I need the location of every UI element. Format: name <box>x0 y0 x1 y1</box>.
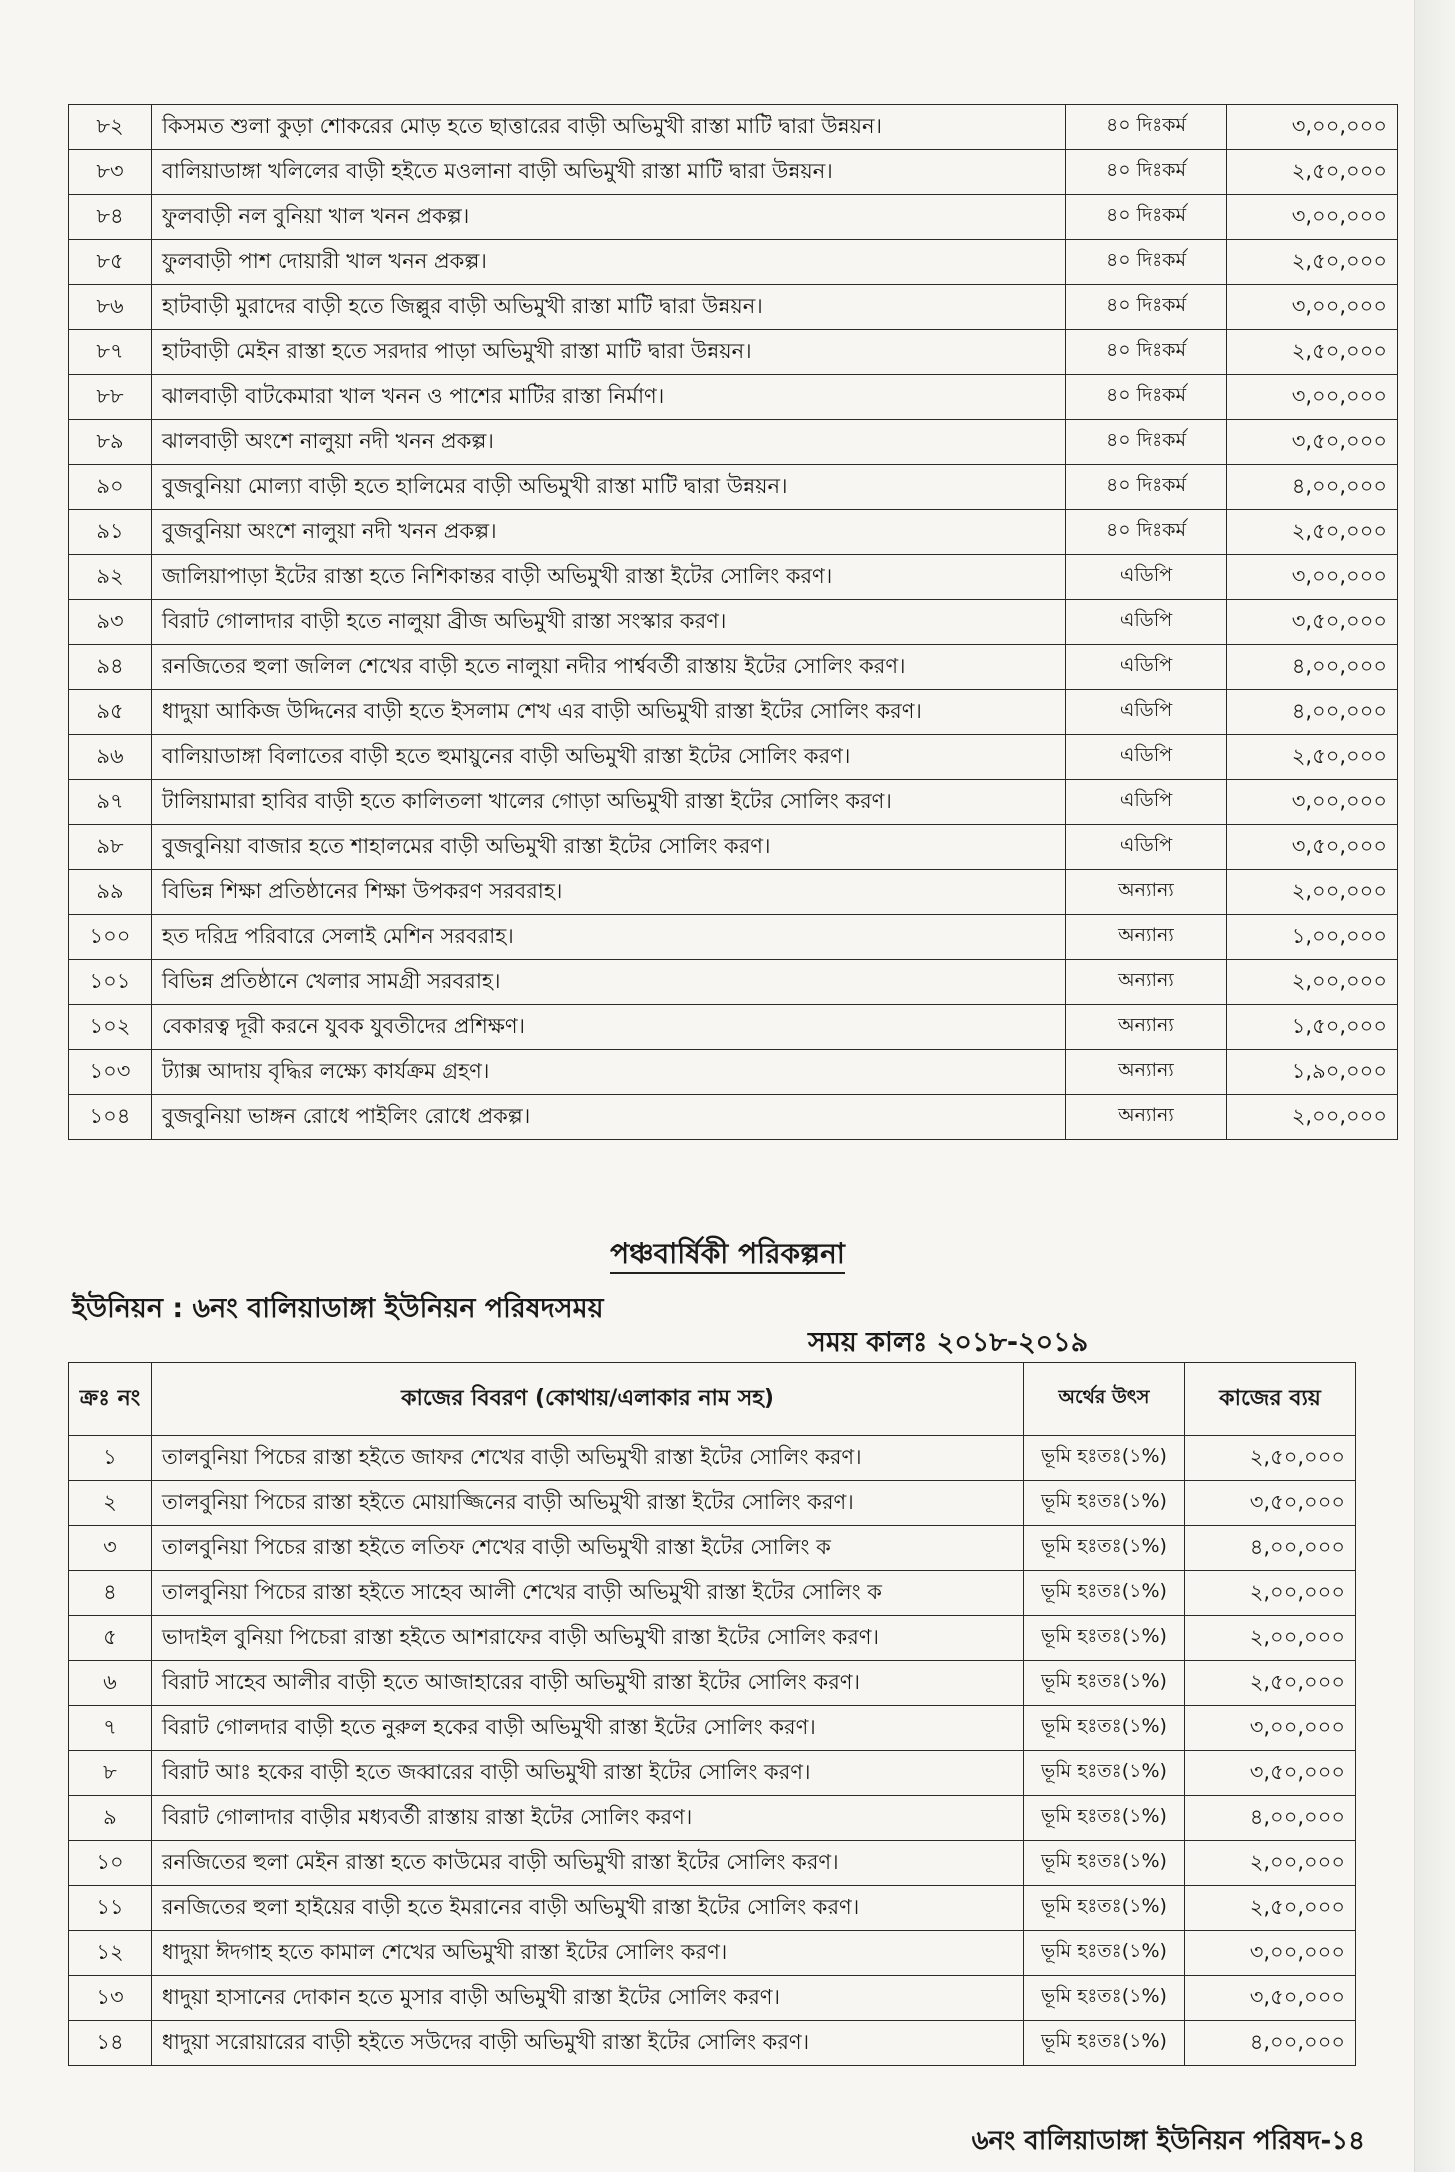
row-serial: ১০ <box>69 1841 152 1886</box>
row-source: ৪০ দিঃকর্ম <box>1066 330 1227 375</box>
row-cost: ২,০০,০০০ <box>1185 1616 1356 1661</box>
row-cost: ৪,০০,০০০ <box>1227 645 1398 690</box>
row-source: ভূমি হঃতঃ(১%) <box>1024 2021 1185 2066</box>
row-serial: ৯৮ <box>69 825 152 870</box>
row-description: জালিয়াপাড়া ইটের রাস্তা হতে নিশিকান্তর বাড়ী অভিমুখী রাস্তা ইটের সোলিং করণ। <box>152 555 1066 600</box>
row-serial: ৯৫ <box>69 690 152 735</box>
row-description: বালিয়াডাঙ্গা বিলাতের বাড়ী হতে হুমায়ুনের বাড়ী অভিমুখী রাস্তা ইটের সোলিং করণ। <box>152 735 1066 780</box>
row-description: টালিয়ামারা হাবির বাড়ী হতে কালিতলা খালের গোড়া অভিমুখী রাস্তা ইটের সোলিং করণ। <box>152 780 1066 825</box>
row-description: ধাদুয়া আকিজ উদ্দিনের বাড়ী হতে ইসলাম শেখ এর বাড়ী অভিমুখী রাস্তা ইটের সোলিং করণ। <box>152 690 1066 735</box>
row-serial: ১০৩ <box>69 1050 152 1095</box>
table-row <box>69 105 1398 150</box>
row-description: তালবুনিয়া পিচের রাস্তা হইতে লতিফ শেখের বাড়ী অভিমুখী রাস্তা ইটের সোলিং ক <box>152 1526 1024 1571</box>
row-source: অন্যান্য <box>1066 870 1227 915</box>
table-row <box>69 600 1398 645</box>
row-serial: ৯ <box>69 1796 152 1841</box>
row-cost: ৩,০০,০০০ <box>1227 105 1398 150</box>
row-source: ভূমি হঃতঃ(১%) <box>1024 1661 1185 1706</box>
row-cost: ২,৫০,০০০ <box>1227 330 1398 375</box>
row-description: বালিয়াডাঙ্গা খলিলের বাড়ী হইতে মওলানা বাড়ী অভিমুখী রাস্তা মাটি দ্বারা উন্নয়ন। <box>152 150 1066 195</box>
row-source: অন্যান্য <box>1066 1005 1227 1050</box>
row-serial: ৮৫ <box>69 240 152 285</box>
row-cost: ২,৫০,০০০ <box>1185 1886 1356 1931</box>
row-cost: ২,০০,০০০ <box>1227 1095 1398 1140</box>
table-row <box>69 1841 1356 1886</box>
row-source: এডিপি <box>1066 780 1227 825</box>
table-header-row <box>69 1363 1356 1436</box>
row-serial: ৯১ <box>69 510 152 555</box>
row-source: ভূমি হঃতঃ(১%) <box>1024 1526 1185 1571</box>
row-description: বিভিন্ন শিক্ষা প্রতিষ্ঠানের শিক্ষা উপকরণ সরবরাহ। <box>152 870 1066 915</box>
table-row <box>69 285 1398 330</box>
row-serial: ৮৯ <box>69 420 152 465</box>
row-serial: ৭ <box>69 1706 152 1751</box>
table-row <box>69 1095 1398 1140</box>
row-description: বেকারত্ব দূরী করনে যুবক যুবতীদের প্রশিক্ষণ। <box>152 1005 1066 1050</box>
table-row <box>69 150 1398 195</box>
header-source: অর্থের উৎস <box>1024 1363 1185 1436</box>
row-source: ৪০ দিঃকর্ম <box>1066 195 1227 240</box>
table-row <box>69 1706 1356 1751</box>
table-row <box>69 1436 1356 1481</box>
row-description: ধাদুয়া হাসানের দোকান হতে মুসার বাড়ী অভিমুখী রাস্তা ইটের সোলিং করণ। <box>152 1976 1024 2021</box>
table-row <box>69 510 1398 555</box>
table-row <box>69 1886 1356 1931</box>
table-row <box>69 645 1398 690</box>
table-row <box>69 1616 1356 1661</box>
row-cost: ৩,০০,০০০ <box>1227 195 1398 240</box>
row-description: তালবুনিয়া পিচের রাস্তা হইতে জাফর শেখের বাড়ী অভিমুখী রাস্তা ইটের সোলিং করণ। <box>152 1436 1024 1481</box>
row-serial: ১০০ <box>69 915 152 960</box>
row-source: এডিপি <box>1066 825 1227 870</box>
row-source: ভূমি হঃতঃ(১%) <box>1024 1706 1185 1751</box>
row-cost: ৪,০০,০০০ <box>1185 2021 1356 2066</box>
row-cost: ৩,০০,০০০ <box>1227 555 1398 600</box>
row-cost: ৩,৫০,০০০ <box>1227 600 1398 645</box>
table-row <box>69 240 1398 285</box>
row-serial: ১৪ <box>69 2021 152 2066</box>
row-cost: ২,৫০,০০০ <box>1185 1436 1356 1481</box>
project-table-continued <box>68 104 1398 1140</box>
row-source: ভূমি হঃতঃ(১%) <box>1024 1481 1185 1526</box>
row-cost: ৩,৫০,০০০ <box>1227 825 1398 870</box>
row-description: বুজবুনিয়া ভাঙ্গন রোধে পাইলিং রোধে প্রকল্প। <box>152 1095 1066 1140</box>
row-source: ৪০ দিঃকর্ম <box>1066 240 1227 285</box>
row-description: কিসমত শুলা কুড়া শোকরের মোড় হতে ছাত্তারের বাড়ী অভিমুখী রাস্তা মাটি দ্বারা উন্নয়ন। <box>152 105 1066 150</box>
row-cost: ২,০০,০০০ <box>1185 1571 1356 1616</box>
header-description: কাজের বিবরণ (কোথায়/এলাকার নাম সহ) <box>152 1363 1024 1436</box>
row-source: ভূমি হঃতঃ(১%) <box>1024 1931 1185 1976</box>
row-serial: ৬ <box>69 1661 152 1706</box>
header-serial: ক্রঃ নং <box>69 1363 152 1436</box>
row-source: ৪০ দিঃকর্ম <box>1066 510 1227 555</box>
row-description: বুজবুনিয়া অংশে নালুয়া নদী খনন প্রকল্প। <box>152 510 1066 555</box>
table-row <box>69 780 1398 825</box>
table-row <box>69 1931 1356 1976</box>
project-table-body <box>69 105 1398 1140</box>
page-footer: ৬নং বালিয়াডাঙ্গা ইউনিয়ন পরিষদ-১৪ <box>971 2126 1365 2156</box>
row-serial: ৯৭ <box>69 780 152 825</box>
row-description: ধাদুয়া সরোয়ারের বাড়ী হইতে সউদের বাড়ী অভিমুখী রাস্তা ইটের সোলিং করণ। <box>152 2021 1024 2066</box>
table-row <box>69 1526 1356 1571</box>
row-serial: ১২ <box>69 1931 152 1976</box>
row-cost: ৩,০০,০০০ <box>1227 285 1398 330</box>
table-row <box>69 1571 1356 1616</box>
table-row <box>69 555 1398 600</box>
row-cost: ২,৫০,০০০ <box>1227 240 1398 285</box>
row-description: রনজিতের হুলা হাইয়ের বাড়ী হতে ইমরানের বাড়ী অভিমুখী রাস্তা ইটের সোলিং করণ। <box>152 1886 1024 1931</box>
table-row <box>69 1050 1398 1095</box>
row-source: ৪০ দিঃকর্ম <box>1066 285 1227 330</box>
five-year-plan-table <box>68 1362 1356 2066</box>
row-cost: ৩,৫০,০০০ <box>1185 1481 1356 1526</box>
row-serial: ৯৬ <box>69 735 152 780</box>
table-row <box>69 1661 1356 1706</box>
row-serial: ৯২ <box>69 555 152 600</box>
row-source: ৪০ দিঃকর্ম <box>1066 105 1227 150</box>
row-serial: ৮৬ <box>69 285 152 330</box>
table-row <box>69 915 1398 960</box>
row-source: ভূমি হঃতঃ(১%) <box>1024 1841 1185 1886</box>
table-row <box>69 1976 1356 2021</box>
row-cost: ২,৫০,০০০ <box>1185 1661 1356 1706</box>
row-source: অন্যান্য <box>1066 1050 1227 1095</box>
table-row <box>69 2021 1356 2066</box>
row-description: হাটবাড়ী মুরাদের বাড়ী হতে জিল্লুর বাড়ী অভিমুখী রাস্তা মাটি দ্বারা উন্নয়ন। <box>152 285 1066 330</box>
table-row <box>69 870 1398 915</box>
table-row <box>69 330 1398 375</box>
row-description: বিরাট গোলাদার বাড়ী হতে নালুয়া ব্রীজ অভিমুখী রাস্তা সংস্কার করণ। <box>152 600 1066 645</box>
row-description: হত দরিদ্র পরিবারে সেলাই মেশিন সরবরাহ। <box>152 915 1066 960</box>
row-serial: ১১ <box>69 1886 152 1931</box>
row-cost: ৩,৫০,০০০ <box>1185 1976 1356 2021</box>
row-source: ভূমি হঃতঃ(১%) <box>1024 1751 1185 1796</box>
row-cost: ১,৯০,০০০ <box>1227 1050 1398 1095</box>
row-source: ভূমি হঃতঃ(১%) <box>1024 1976 1185 2021</box>
row-cost: ২,৫০,০০০ <box>1227 735 1398 780</box>
table-row <box>69 960 1398 1005</box>
period-line: সময় কালঃ ২০১৮-২০১৯ <box>808 1327 1089 1358</box>
table-row <box>69 825 1398 870</box>
row-source: ভূমি হঃতঃ(১%) <box>1024 1616 1185 1661</box>
row-source: এডিপি <box>1066 690 1227 735</box>
row-source: ভূমি হঃতঃ(১%) <box>1024 1796 1185 1841</box>
row-description: ঝালবাড়ী অংশে নালুয়া নদী খনন প্রকল্প। <box>152 420 1066 465</box>
row-serial: ৯৩ <box>69 600 152 645</box>
table-row <box>69 690 1398 735</box>
row-description: ফুলবাড়ী পাশ দোয়ারী খাল খনন প্রকল্প। <box>152 240 1066 285</box>
section-heading-text: পঞ্চবার্ষিকী পরিকল্পনা <box>610 1237 845 1274</box>
row-description: বুজবুনিয়া বাজার হতে শাহালমের বাড়ী অভিমুখী রাস্তা ইটের সোলিং করণ। <box>152 825 1066 870</box>
row-description: বিভিন্ন প্রতিষ্ঠানে খেলার সামগ্রী সরবরাহ। <box>152 960 1066 1005</box>
row-source: ভূমি হঃতঃ(১%) <box>1024 1436 1185 1481</box>
row-serial: ২ <box>69 1481 152 1526</box>
section-heading <box>0 1232 1455 1279</box>
row-cost: ৩,০০,০০০ <box>1227 375 1398 420</box>
row-serial: ৮৭ <box>69 330 152 375</box>
row-serial: ১০৪ <box>69 1095 152 1140</box>
union-line: ইউনিয়ন : ৬নং বালিয়াডাঙ্গা ইউনিয়ন পরিষদসময় <box>72 1293 604 1324</box>
row-cost: ২,০০,০০০ <box>1185 1841 1356 1886</box>
table-row <box>69 1751 1356 1796</box>
row-description: ফুলবাড়ী নল বুনিয়া খাল খনন প্রকল্প। <box>152 195 1066 240</box>
row-cost: ২,৫০,০০০ <box>1227 150 1398 195</box>
row-serial: ১ <box>69 1436 152 1481</box>
row-serial: ৮২ <box>69 105 152 150</box>
row-serial: ৮৩ <box>69 150 152 195</box>
row-serial: ৩ <box>69 1526 152 1571</box>
row-source: এডিপি <box>1066 600 1227 645</box>
row-source: ভূমি হঃতঃ(১%) <box>1024 1571 1185 1616</box>
row-source: ৪০ দিঃকর্ম <box>1066 420 1227 465</box>
row-source: ভূমি হঃতঃ(১%) <box>1024 1886 1185 1931</box>
row-cost: ৩,০০,০০০ <box>1185 1706 1356 1751</box>
row-description: বুজবুনিয়া মোল্যা বাড়ী হতে হালিমের বাড়ী অভিমুখী রাস্তা মাটি দ্বারা উন্নয়ন। <box>152 465 1066 510</box>
row-description: ঝালবাড়ী বাটকেমারা খাল খনন ও পাশের মাটির রাস্তা নির্মাণ। <box>152 375 1066 420</box>
row-source: অন্যান্য <box>1066 960 1227 1005</box>
row-description: হাটবাড়ী মেইন রাস্তা হতে সরদার পাড়া অভিমুখী রাস্তা মাটি দ্বারা উন্নয়ন। <box>152 330 1066 375</box>
row-description: তালবুনিয়া পিচের রাস্তা হইতে মোয়াজ্জিনের বাড়ী অভিমুখী রাস্তা ইটের সোলিং করণ। <box>152 1481 1024 1526</box>
row-description: ধাদুয়া ঈদগাহ হতে কামাল শেখের অভিমুখী রাস্তা ইটের সোলিং করণ। <box>152 1931 1024 1976</box>
table-row <box>69 1796 1356 1841</box>
row-description: বিরাট গোলদার বাড়ী হতে নুরুল হকের বাড়ী অভিমুখী রাস্তা ইটের সোলিং করণ। <box>152 1706 1024 1751</box>
five-year-plan-body <box>69 1436 1356 2066</box>
row-serial: ৯৯ <box>69 870 152 915</box>
row-description: বিরাট আঃ হকের বাড়ী হতে জব্বারের বাড়ী অভিমুখী রাস্তা ইটের সোলিং করণ। <box>152 1751 1024 1796</box>
row-description: বিরাট গোলাদার বাড়ীর মধ্যবর্তী রাস্তায় রাস্তা ইটের সোলিং করণ। <box>152 1796 1024 1841</box>
table-row <box>69 420 1398 465</box>
row-source: অন্যান্য <box>1066 1095 1227 1140</box>
row-cost: ২,৫০,০০০ <box>1227 510 1398 555</box>
row-description: রনজিতের হুলা মেইন রাস্তা হতে কাউমের বাড়ী অভিমুখী রাস্তা ইটের সোলিং করণ। <box>152 1841 1024 1886</box>
table-row <box>69 1005 1398 1050</box>
row-cost: ৪,০০,০০০ <box>1227 465 1398 510</box>
row-source: অন্যান্য <box>1066 915 1227 960</box>
table-row <box>69 375 1398 420</box>
row-cost: ১,০০,০০০ <box>1227 915 1398 960</box>
row-serial: ৫ <box>69 1616 152 1661</box>
header-cost: কাজের ব্যয় <box>1185 1363 1356 1436</box>
row-source: ৪০ দিঃকর্ম <box>1066 150 1227 195</box>
row-cost: ৩,৫০,০০০ <box>1185 1751 1356 1796</box>
row-cost: ২,০০,০০০ <box>1227 870 1398 915</box>
table-row <box>69 195 1398 240</box>
row-cost: ১,৫০,০০০ <box>1227 1005 1398 1050</box>
row-serial: ৮ <box>69 1751 152 1796</box>
row-cost: ২,০০,০০০ <box>1227 960 1398 1005</box>
table-row <box>69 1481 1356 1526</box>
row-source: ৪০ দিঃকর্ম <box>1066 465 1227 510</box>
row-source: এডিপি <box>1066 555 1227 600</box>
row-source: এডিপি <box>1066 735 1227 780</box>
row-description: ভাদাইল বুনিয়া পিচেরা রাস্তা হইতে আশরাফের বাড়ী অভিমুখী রাস্তা ইটের সোলিং করণ। <box>152 1616 1024 1661</box>
row-cost: ৪,০০,০০০ <box>1185 1796 1356 1841</box>
row-serial: ৮৪ <box>69 195 152 240</box>
row-description: ট্যাক্স আদায় বৃদ্ধির লক্ষ্যে কার্যক্রম গ্রহণ। <box>152 1050 1066 1095</box>
row-serial: ৯০ <box>69 465 152 510</box>
row-description: তালবুনিয়া পিচের রাস্তা হইতে সাহেব আলী শেখের বাড়ী অভিমুখী রাস্তা ইটের সোলিং ক <box>152 1571 1024 1616</box>
row-cost: ৩,০০,০০০ <box>1185 1931 1356 1976</box>
table-row <box>69 735 1398 780</box>
row-source: ৪০ দিঃকর্ম <box>1066 375 1227 420</box>
row-serial: ১৩ <box>69 1976 152 2021</box>
row-cost: ৩,০০,০০০ <box>1227 780 1398 825</box>
row-serial: ১০১ <box>69 960 152 1005</box>
page-edge <box>1414 0 1455 2172</box>
row-description: বিরাট সাহেব আলীর বাড়ী হতে আজাহারের বাড়ী অভিমুখী রাস্তা ইটের সোলিং করণ। <box>152 1661 1024 1706</box>
row-cost: ৩,৫০,০০০ <box>1227 420 1398 465</box>
row-description: রনজিতের হুলা জলিল শেখের বাড়ী হতে নালুয়া নদীর পার্শ্ববর্তী রাস্তায় ইটের সোলিং করণ। <box>152 645 1066 690</box>
row-source: এডিপি <box>1066 645 1227 690</box>
row-serial: ৯৪ <box>69 645 152 690</box>
row-serial: ৪ <box>69 1571 152 1616</box>
row-cost: ৪,০০,০০০ <box>1185 1526 1356 1571</box>
table-row <box>69 465 1398 510</box>
row-cost: ৪,০০,০০০ <box>1227 690 1398 735</box>
row-serial: ১০২ <box>69 1005 152 1050</box>
row-serial: ৮৮ <box>69 375 152 420</box>
